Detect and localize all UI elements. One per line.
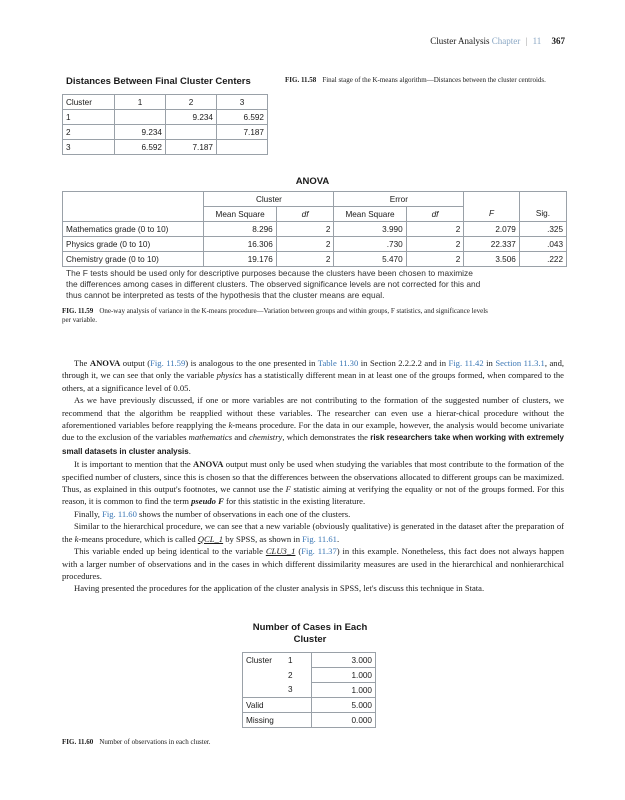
fig58-text: Final stage of the K-means algorithm—Distances between the cluster centroids. bbox=[322, 76, 546, 84]
table-row bbox=[63, 125, 268, 140]
cell bbox=[217, 140, 268, 155]
body-text bbox=[62, 357, 564, 595]
anova-sub-header: F bbox=[464, 207, 520, 222]
running-head bbox=[430, 36, 565, 46]
cell: 6.592 bbox=[115, 140, 166, 155]
row-label: 1 bbox=[63, 110, 115, 125]
section-link[interactable]: Section 11.3.1 bbox=[495, 358, 545, 368]
cell: 1.000 bbox=[312, 668, 376, 683]
anova-table bbox=[62, 191, 567, 267]
fig60-number: FIG. 11.60 bbox=[62, 738, 94, 746]
row-label: Physics grade (0 to 10) bbox=[63, 237, 204, 252]
cell: 16.306 bbox=[204, 237, 276, 252]
running-head-chapter: Chapter bbox=[491, 36, 521, 46]
cell: 19.176 bbox=[204, 252, 276, 267]
row-label: 1 bbox=[285, 653, 312, 668]
anova-sub-header: Sig. bbox=[519, 207, 566, 222]
distances-corner: Cluster bbox=[63, 95, 115, 110]
fig-link[interactable]: Fig. 11.61 bbox=[302, 533, 337, 544]
cell: 7.187 bbox=[217, 125, 268, 140]
fig60-text: Number of observations in each cluster. bbox=[99, 738, 211, 746]
table-link[interactable]: Table 11.30 bbox=[317, 358, 359, 368]
row-label: Missing bbox=[243, 713, 312, 728]
anova-sub-header: df bbox=[276, 207, 334, 222]
fig-link[interactable]: Fig. 11.42 bbox=[448, 358, 484, 368]
row-label: Valid bbox=[243, 698, 312, 713]
anova-footnote-line: The F tests should be used only for descriptive purposes because the clusters have been chosen to maximize bbox=[66, 268, 473, 278]
cell: 2 bbox=[276, 237, 334, 252]
fig58-number: FIG. 11.58 bbox=[285, 76, 317, 84]
row-label: 3 bbox=[288, 685, 293, 695]
anova-group-cluster: Cluster bbox=[204, 192, 334, 207]
anova-sub-header: Mean Square bbox=[204, 207, 276, 222]
paragraph: Finally, Fig. 11.60 shows the number of observations in each one of the clusters. bbox=[74, 508, 351, 519]
table-row bbox=[243, 683, 376, 698]
anova-group-error: Error bbox=[334, 192, 464, 207]
cell: 1.000 bbox=[312, 683, 376, 698]
distances-table bbox=[62, 94, 268, 155]
row-label: Mathematics grade (0 to 10) bbox=[63, 222, 204, 237]
anova-corner bbox=[63, 192, 204, 222]
fig59-number: FIG. 11.59 bbox=[62, 307, 94, 315]
anova-f-top bbox=[464, 192, 520, 207]
distances-col-header: 3 bbox=[217, 95, 268, 110]
cell: .222 bbox=[519, 252, 566, 267]
cell: .043 bbox=[519, 237, 566, 252]
cell: 9.234 bbox=[166, 110, 217, 125]
cell: 3.000 bbox=[312, 653, 376, 668]
table-row bbox=[243, 668, 376, 683]
running-head-section: Cluster Analysis bbox=[430, 36, 490, 46]
table-row bbox=[243, 698, 376, 713]
table-row bbox=[243, 713, 376, 728]
row-label: 2 bbox=[288, 670, 293, 680]
table-row bbox=[63, 110, 268, 125]
cell: 2 bbox=[406, 237, 464, 252]
cases-table-title bbox=[210, 622, 410, 646]
row-label: Chemistry grade (0 to 10) bbox=[63, 252, 204, 267]
cell: 8.296 bbox=[204, 222, 276, 237]
anova-title: ANOVA bbox=[295, 176, 330, 187]
distances-col-header: 2 bbox=[166, 95, 217, 110]
fig-link[interactable]: Fig. 11.60 bbox=[102, 508, 137, 519]
anova-footnote-line: the differences among cases in different clusters. The observed significance levels are not corrected for this and bbox=[66, 279, 481, 289]
cell: 22.337 bbox=[464, 237, 520, 252]
cell: 3.506 bbox=[464, 252, 520, 267]
distances-col-header: 1 bbox=[115, 95, 166, 110]
table-row bbox=[63, 140, 268, 155]
fig59-text: One-way analysis of variance in the K-means procedure—Variation between groups and within groups, F statistics, and significance levels bbox=[99, 307, 488, 315]
paragraph: It is important to mention that the ANOVA output must only be used when studying the variables that most contribute to the formation of the specified number of clusters, since this is chosen so that the differences between the observations allocated to different groups can be maximized. Thus, as explained in this output's footnotes, we cannot use the F statistic aiming at verifying the equality or not of the groups formed. For this reason, it is common to find the term pseudo F for this statistic in the existing literature. bbox=[62, 459, 564, 507]
paragraph: Similar to the hierarchical procedure, we can see that a new variable (obviously qualitative) is generated in the dataset after the preparation of the k-means procedure, which is called QCL_1 by SPSS, as shown in Fig. 11.61. bbox=[62, 521, 564, 544]
paragraph: The ANOVA output (Fig. 11.59) is analogous to the one presented in Table 11.30 in Section 2.2.2.2 and in Fig. 11.42 in Section 11.3.1, and, through it, we can see that only the variable physics has a statistically different mean in at least one of the groups formed, when compared to the others, at a significance level of 0.05. bbox=[62, 358, 565, 393]
paragraph: Having presented the procedures for the application of the cluster analysis in SPSS, let's discuss this technique in Stata. bbox=[74, 583, 485, 594]
row-label: 2 bbox=[63, 125, 115, 140]
empty-cell bbox=[243, 668, 286, 683]
empty-cell bbox=[243, 683, 286, 698]
anova-footnote bbox=[66, 268, 566, 301]
cell: 2 bbox=[406, 222, 464, 237]
fig59-caption bbox=[62, 307, 567, 325]
row-label: 3 bbox=[63, 140, 115, 155]
cell: .730 bbox=[334, 237, 406, 252]
cell: 2 bbox=[406, 252, 464, 267]
paragraph: This variable ended up being identical to the variable CLU3_1 (Fig. 11.37) in this example. Nonetheless, this fact does not always happen with a larger number of observations and in the cases in which different dissimilarity measures are used in the hierarchical and nonhierarchical procedures. bbox=[62, 546, 564, 581]
cell: 5.470 bbox=[334, 252, 406, 267]
cases-title-line: Number of Cases in Each bbox=[252, 622, 368, 633]
cell: 6.592 bbox=[217, 110, 268, 125]
table-row bbox=[243, 653, 376, 668]
distances-table-title: Distances Between Final Cluster Centers bbox=[66, 76, 251, 87]
fig-link[interactable]: Fig. 11.37 bbox=[301, 546, 337, 557]
cell: 7.187 bbox=[166, 140, 217, 155]
cell: 5.000 bbox=[312, 698, 376, 713]
table-row bbox=[63, 252, 567, 267]
table-row bbox=[63, 237, 567, 252]
page-number: 367 bbox=[551, 36, 565, 46]
cell: 9.234 bbox=[115, 125, 166, 140]
anova-sig-top bbox=[519, 192, 566, 207]
paragraph: As we have previously discussed, if one or more variables are not contributing to the formation of the suggested number of clusters, we recommend that the algorithm be reapplied without these variables. The researcher can even use a hierar-chical procedure without the aforementioned variables before reapplying the k-means procedure. For the data in our example, however, the analysis would become univariate due to the exclusion of the variables mathematics and chemistry, which demonstrates the risk researchers take when working with extremely small datasets in cluster analysis. bbox=[62, 395, 565, 456]
table-row bbox=[63, 222, 567, 237]
running-head-separator: | bbox=[525, 36, 528, 46]
anova-sub-header: df bbox=[406, 207, 464, 222]
fig60-caption bbox=[62, 738, 362, 747]
cell: .325 bbox=[519, 222, 566, 237]
anova-footnote-line: thus cannot be interpreted as tests of the hypothesis that the cluster means are equal. bbox=[66, 290, 385, 300]
anova-sub-header: Mean Square bbox=[334, 207, 406, 222]
fig59-text-cont: per variable. bbox=[62, 316, 97, 324]
cases-table bbox=[242, 652, 376, 728]
fig-link[interactable]: Fig. 11.59 bbox=[150, 358, 186, 368]
cell: 0.000 bbox=[312, 713, 376, 728]
cell: 3.990 bbox=[334, 222, 406, 237]
cases-title-line: Cluster bbox=[293, 634, 327, 645]
fig58-caption bbox=[285, 76, 567, 85]
cell: 2 bbox=[276, 222, 334, 237]
running-head-chapter-number: 11 bbox=[532, 36, 542, 46]
cell bbox=[115, 110, 166, 125]
cell bbox=[166, 125, 217, 140]
cases-group-label: Cluster bbox=[243, 653, 286, 668]
cell: 2.079 bbox=[464, 222, 520, 237]
cell: 2 bbox=[276, 252, 334, 267]
